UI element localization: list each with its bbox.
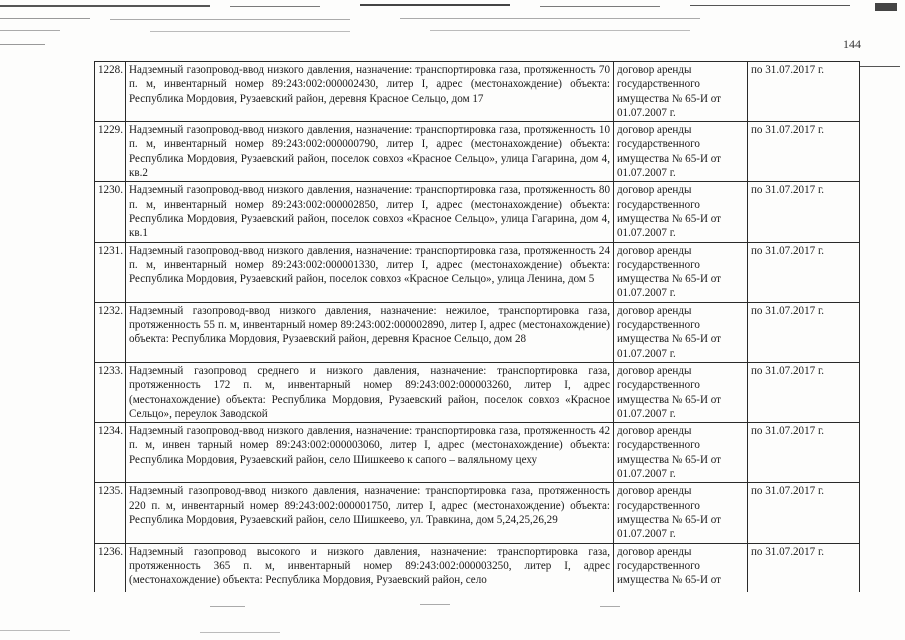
row-number: 1235. — [95, 483, 126, 543]
table-row — [95, 423, 860, 483]
table-row — [95, 302, 860, 362]
lease-term: по 31.07.2017 г. — [748, 182, 860, 242]
lease-basis: договор аренды государственного имущества № 65-И от 01.07.2007 г. — [614, 423, 748, 483]
row-number: 1229. — [95, 122, 126, 182]
scan-artifacts-top — [0, 0, 905, 44]
row-number: 1234. — [95, 423, 126, 483]
property-registry-table — [94, 61, 860, 592]
table-row — [95, 182, 860, 242]
lease-basis: договор аренды государственного имущества № 65-И от 01.07.2007 г. — [614, 362, 748, 422]
object-description: Надземный газопровод-ввод низкого давления, назначение: транспортировка газа, протяженность 24 п. м, инвентарный номер 89:243:002:000001330, литер I, адрес (местонахождение) объекта: Республика Мордовия, Рузаевский район, поселок совхоз «Красное Сельцо», улица Ленина, дом 5 — [126, 242, 614, 302]
lease-basis: договор аренды государственного имущества № 65-И от — [614, 543, 748, 592]
lease-basis: договор аренды государственного имущества № 65-И от 01.07.2007 г. — [614, 483, 748, 543]
lease-basis: договор аренды государственного имущества № 65-И от 01.07.2007 г. — [614, 242, 748, 302]
object-description: Надземный газопровод-ввод низкого давления, назначение: транспортировка газа, протяженность 10 п. м, инвентарный номер 89:243:002:000000790, литер I, адрес (местонахождение) объекта: Республика Мордовия, Рузаевский район, поселок совхоз «Красное Сельцо», улица Гагарина, дом 4, кв.2 — [126, 122, 614, 182]
lease-term: по 31.07.2017 г. — [748, 122, 860, 182]
table-row — [95, 62, 860, 122]
row-number: 1231. — [95, 242, 126, 302]
object-description: Надземный газопровод высокого и низкого давления, назначение: транспортировка газа, протяженность 365 п. м, инвентарный номер 89:243:002:000003250, литер I, адрес (местонахождение) объекта: Республика Мордовия, Рузаевский район, село — [126, 543, 614, 592]
page-number: 144 — [843, 37, 861, 51]
table-row — [95, 242, 860, 302]
lease-term: по 31.07.2017 г. — [748, 362, 860, 422]
lease-term: по 31.07.2017 г. — [748, 543, 860, 592]
table-row — [95, 362, 860, 422]
table-row — [95, 483, 860, 543]
object-description: Надземный газопровод-ввод низкого давления, назначение: нежилое, транспортировка газа, протяженность 55 п. м, инвентарный номер 89:243:002:000002890, литер I, адрес (местонахождение) объекта: Республика Мордовия, Рузаевский район, деревня Красное Сельцо, дом 28 — [126, 302, 614, 362]
lease-term: по 31.07.2017 г. — [748, 302, 860, 362]
table-row — [95, 543, 860, 592]
lease-basis: договор аренды государственного имущества № 65-И от 01.07.2007 г. — [614, 182, 748, 242]
row-number: 1232. — [95, 302, 126, 362]
lease-term: по 31.07.2017 г. — [748, 423, 860, 483]
lease-basis: договор аренды государственного имущества № 65-И от 01.07.2007 г. — [614, 302, 748, 362]
row-number: 1228. — [95, 62, 126, 122]
lease-basis: договор аренды государственного имущества № 65-И от 01.07.2007 г. — [614, 62, 748, 122]
row-number: 1233. — [95, 362, 126, 422]
object-description: Надземный газопровод-ввод низкого давления, назначение: транспортировка газа, протяженность 80 п. м, инвентарный номер 89:243:002:000002850, литер I, адрес (местонахождение) объекта: Республика Мордовия, Рузаевский район, поселок совхоз «Красное Сельцо», улица Гагарина, дом 4, кв.1 — [126, 182, 614, 242]
row-number: 1236. — [95, 543, 126, 592]
row-number: 1230. — [95, 182, 126, 242]
lease-basis: договор аренды государственного имущества № 65-И от 01.07.2007 г. — [614, 122, 748, 182]
lease-term: по 31.07.2017 г. — [748, 62, 860, 122]
object-description: Надземный газопровод-ввод низкого давления, назначение: транспортировка газа, протяженность 70 п. м, инвентарный номер 89:243:002:000002430, литер I, адрес (местонахождение) объекта: Республика Мордовия, Рузаевский район, деревня Красное Сельцо, дом 17 — [126, 62, 614, 122]
object-description: Надземный газопровод среднего и низкого давления, назначение: транспортировка газа, протяженность 172 п. м, инвентарный номер 89:243:002:000003260, литер I, адрес (местонахождение) объекта: Республика Мордовия, Рузаевский район, поселок совхоз «Красное Сельцо», переулок Заводской — [126, 362, 614, 422]
object-description: Надземный газопровод-ввод низкого давления, назначение: транспортировка газа, протяженность 42 п. м, инвен тарный номер 89:243:002:000003060, литер I, адрес (местонахождение) объекта: Республика Мордовия, Рузаевский район, село Шишкеево к сапого – валяльному цеху — [126, 423, 614, 483]
lease-term: по 31.07.2017 г. — [748, 483, 860, 543]
object-description: Надземный газопровод-ввод низкого давления, назначение: транспортировка газа, протяженность 220 п. м, инвентарный номер 89:243:002:000001750, литер I, адрес (местонахождение) объекта: Республика Мордовия, Рузаевский район, село Шишкеево, ул. Травкина, дом 5,24,25,26,29 — [126, 483, 614, 543]
table-row — [95, 122, 860, 182]
scan-artifacts-bottom — [0, 600, 905, 640]
lease-term: по 31.07.2017 г. — [748, 242, 860, 302]
